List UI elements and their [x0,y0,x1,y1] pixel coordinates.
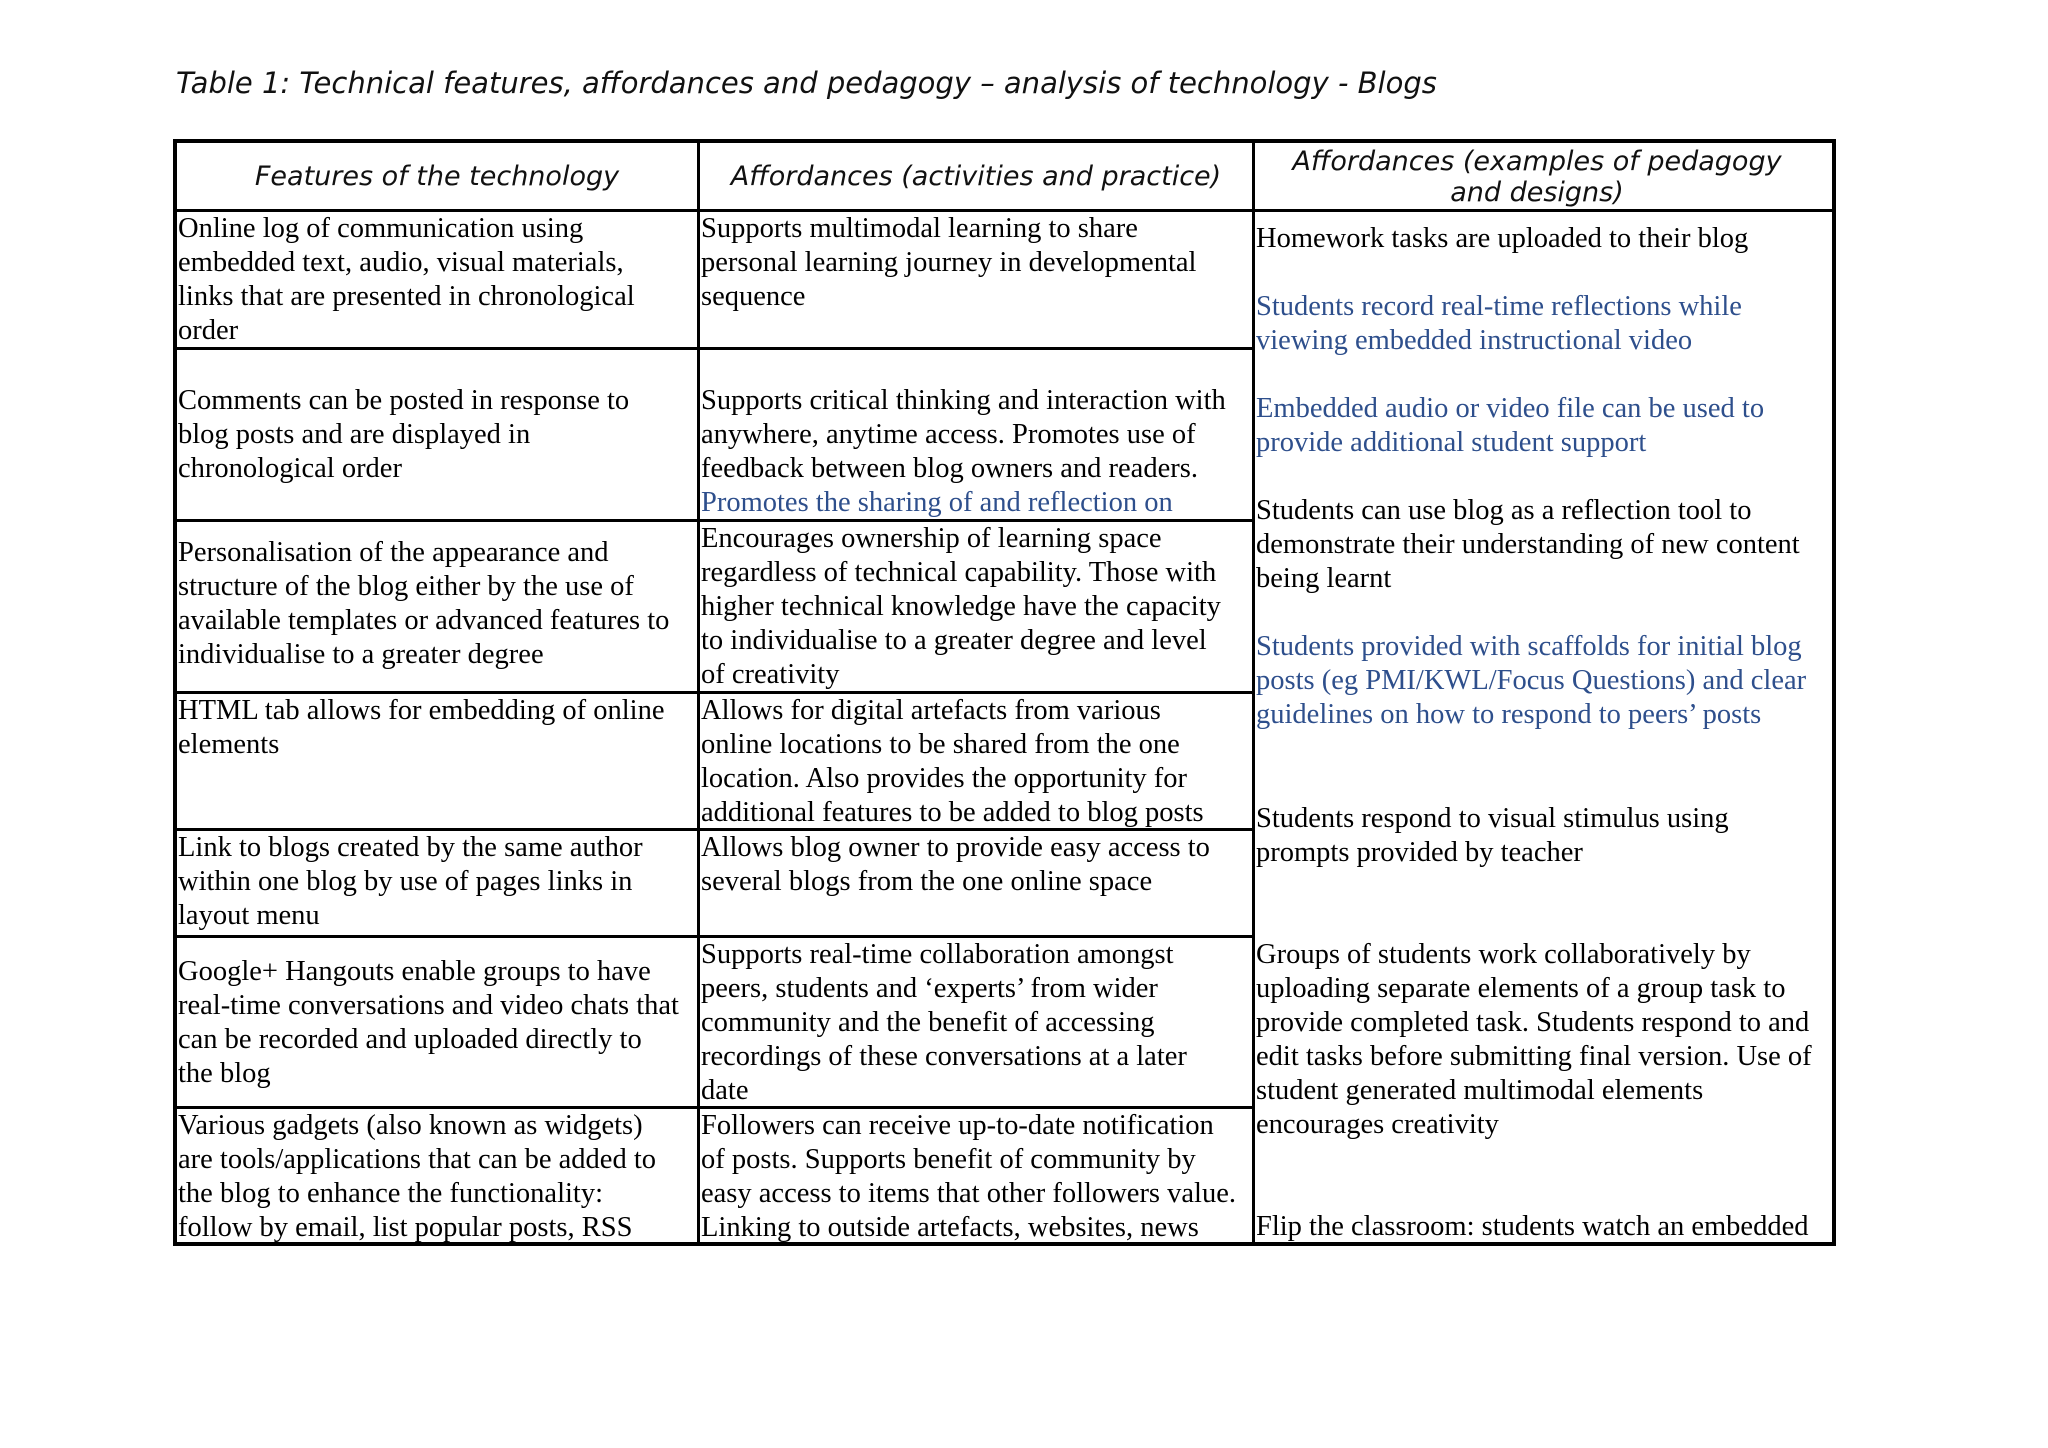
affordance-cell [701,350,1251,519]
pedagogy-example: Students provided with scaffolds for initial blog posts (eg PMI/KWL/Focus Questions) and clear guidelines on how to respond to peers’ posts [1256,631,1807,730]
pedagogy-example: Students can use blog as a reflection tool to demonstrate their understanding of new content being learnt [1256,495,1800,594]
feature-cell: Online log of communication using embedded text, audio, visual materials, links that are presented in chronological order [178,213,635,346]
feature-cell: HTML tab allows for embedding of online elements [178,695,665,760]
affordance-cell: Allows for digital artefacts from various online locations to be shared from the one location. Also provides the opportunity for additional features to be added to blog posts [701,695,1204,828]
feature-cell: Personalisation of the appearance and structure of the blog either by the use of available templates or advanced features to individualise to a greater degree [178,537,670,670]
column-divider [697,143,700,1246]
header-pedagogy: Affordances (examples of pedagogy and designs) [1292,145,1782,208]
feature-cell: Comments can be posted in response to blog posts and are displayed in chronological order [178,385,630,484]
pedagogy-example: Groups of students work collaboratively by uploading separate elements of a group task to provide completed task. Students respond to and edit tasks before submitting final version. Use of student generated multimodal elements encourages creativity [1256,939,1812,1140]
pedagogy-example: Students respond to visual stimulus using prompts provided by teacher [1256,803,1729,868]
header-affordances: Affordances (activities and practice) [730,161,1222,192]
pedagogy-example: Flip the classroom: students watch an embedded [1256,1211,1809,1242]
affordance-cell: Supports multimodal learning to share personal learning journey in developmental sequence [701,213,1197,312]
table-caption: Table 1: Technical features, affordances and pedagogy – analysis of technology - Blogs [176,66,1437,100]
feature-cell: Google+ Hangouts enable groups to have real-time conversations and video chats that can be recorded and uploaded directly to the blog [178,956,679,1089]
analysis-table [173,139,1836,1246]
feature-cell: Link to blogs created by the same author within one blog by use of pages links in layout menu [178,832,643,931]
header-features: Features of the technology [254,161,620,192]
pedagogy-example: Students record real-time reflections while viewing embedded instructional video [1256,291,1742,356]
feature-cell: Various gadgets (also known as widgets) are tools/applications that can be added to the blog to enhance the functionality: follow by email, list popular posts, RSS [178,1110,657,1243]
column-divider [1252,143,1255,1246]
pedagogy-example: Homework tasks are uploaded to their blog [1256,223,1749,254]
affordance-cell: Followers can receive up-to-date notification of posts. Supports benefit of community by easy access to items that other followers value. Linking to outside artefacts, websites, news [701,1110,1236,1243]
affordance-text: Supports critical thinking and interaction with anywhere, anytime access. Promotes use of feedback between blog owners and readers. [701,385,1226,484]
pedagogy-cell [1256,212,1835,1246]
affordance-cell: Allows blog owner to provide easy access to several blogs from the one online space [701,832,1210,897]
affordance-cell: Encourages ownership of learning space regardless of technical capability. Those with higher technical knowledge have the capacity to individualise to a greater degree and level of creativity [701,523,1221,690]
affordance-cell: Supports real-time collaboration amongst peers, students and ‘experts’ from wider community and the benefit of accessing recordings of these conversations at a later date [701,939,1187,1106]
affordance-text-highlight: Promotes the sharing of and reflection on [701,487,1173,518]
pedagogy-example: Embedded audio or video file can be used to provide additional student support [1256,393,1765,458]
